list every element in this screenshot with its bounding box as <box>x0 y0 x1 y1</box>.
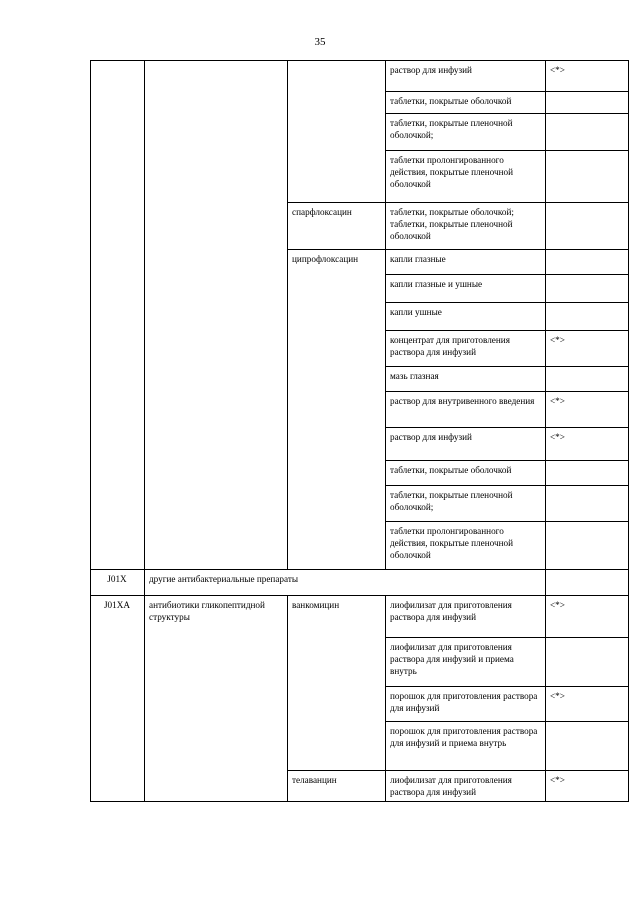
dosage-form-cell: таблетки пролонгированного действия, покрытые пленочной оболочкой <box>386 151 546 203</box>
note-cell <box>546 250 629 275</box>
dosage-form-cell: лиофилизат для приготовления раствора для инфузий <box>386 771 546 802</box>
drug-name-cell: ванкомицин <box>288 596 386 771</box>
table-row <box>91 596 629 638</box>
dosage-form-cell: раствор для инфузий <box>386 61 546 92</box>
atc-code-cell: J01X <box>91 570 145 596</box>
table-row <box>91 61 629 92</box>
dosage-form-cell: порошок для приготовления раствора для инфузий и приема внутрь <box>386 722 546 771</box>
dosage-form-cell: лиофилизат для приготовления раствора для инфузий <box>386 596 546 638</box>
note-cell: <*> <box>546 687 629 722</box>
dosage-form-cell: таблетки пролонгированного действия, покрытые пленочной оболочкой <box>386 522 546 570</box>
note-cell <box>546 303 629 331</box>
note-cell <box>546 114 629 151</box>
note-cell <box>546 722 629 771</box>
table-row <box>91 570 629 596</box>
dosage-form-cell: таблетки, покрытые оболочкой; таблетки, покрытые пленочной оболочкой <box>386 203 546 250</box>
note-cell <box>546 151 629 203</box>
note-cell <box>546 367 629 392</box>
note-cell: <*> <box>546 331 629 367</box>
group-name-cell <box>145 61 288 570</box>
group-name-cell: другие антибактериальные препараты <box>145 570 546 596</box>
drug-name-cell: спарфлоксацин <box>288 203 386 250</box>
drug-name-cell <box>288 61 386 203</box>
dosage-form-cell: таблетки, покрытые оболочкой <box>386 92 546 114</box>
dosage-form-cell: мазь глазная <box>386 367 546 392</box>
dosage-form-cell: таблетки, покрытые пленочной оболочкой; <box>386 114 546 151</box>
note-cell: <*> <box>546 428 629 461</box>
atc-code-cell: J01XA <box>91 596 145 802</box>
note-cell <box>546 203 629 250</box>
dosage-form-cell: капли ушные <box>386 303 546 331</box>
drug-table <box>90 60 629 802</box>
dosage-form-cell: раствор для инфузий <box>386 428 546 461</box>
note-cell <box>546 275 629 303</box>
drug-name-cell: телаванцин <box>288 771 386 802</box>
group-name-cell: антибиотики гликопептидной структуры <box>145 596 288 802</box>
dosage-form-cell: раствор для внутривенного введения <box>386 392 546 428</box>
note-cell: <*> <box>546 596 629 638</box>
dosage-form-cell: капли глазные и ушные <box>386 275 546 303</box>
atc-code-cell <box>91 61 145 570</box>
page-number: 35 <box>314 36 326 48</box>
dosage-form-cell: таблетки, покрытые пленочной оболочкой; <box>386 486 546 522</box>
dosage-form-cell: порошок для приготовления раствора для инфузий <box>386 687 546 722</box>
note-cell <box>546 522 629 570</box>
note-cell <box>546 486 629 522</box>
drug-name-cell: ципрофлоксацин <box>288 250 386 570</box>
note-cell <box>546 92 629 114</box>
dosage-form-cell: таблетки, покрытые оболочкой <box>386 461 546 486</box>
note-cell: <*> <box>546 771 629 802</box>
note-cell: <*> <box>546 392 629 428</box>
dosage-form-cell: лиофилизат для приготовления раствора для инфузий и приема внутрь <box>386 638 546 687</box>
dosage-form-cell: концентрат для приготовления раствора для инфузий <box>386 331 546 367</box>
note-cell <box>546 461 629 486</box>
dosage-form-cell: капли глазные <box>386 250 546 275</box>
note-cell <box>546 570 629 596</box>
note-cell <box>546 638 629 687</box>
note-cell: <*> <box>546 61 629 92</box>
